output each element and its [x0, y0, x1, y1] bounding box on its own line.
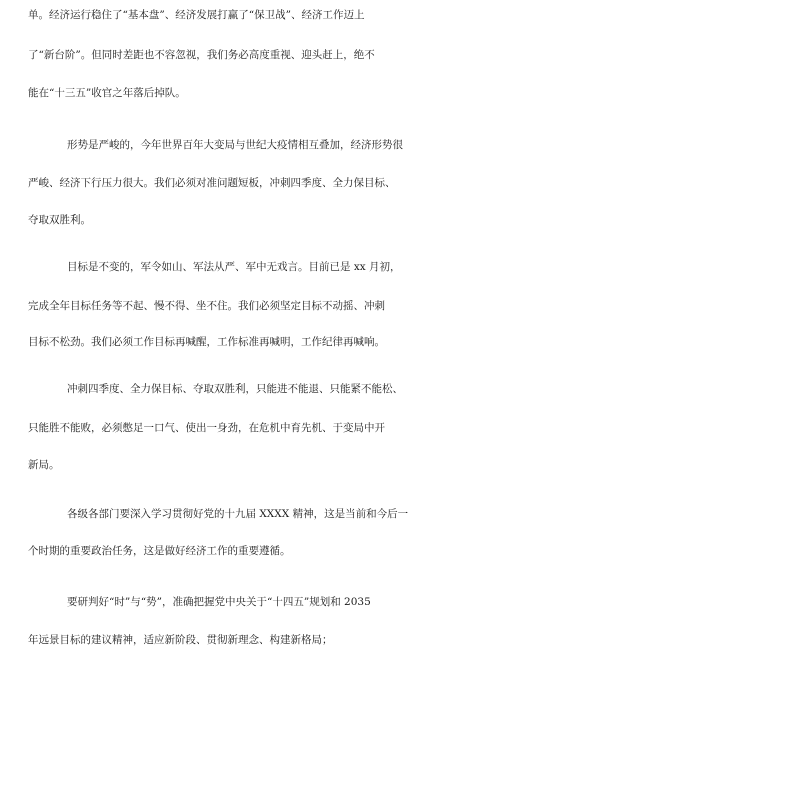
paragraph-2-line-2: 严峻、经济下行压力很大。我们必须对准问题短板，冲刺四季度、全力保目标、 — [28, 177, 396, 189]
paragraph-3-line-3: 目标不松劲。我们必须工作目标再喊醒，工作标准再喊明，工作纪律再喊响。 — [28, 336, 385, 348]
paragraph-4-line-3: 新局。 — [28, 459, 60, 471]
paragraph-2-line-1: 形势是严峻的，今年世界百年大变局与世纪大疫情相互叠加，经济形势很 — [67, 139, 403, 151]
paragraph-5-line-1: 各级各部门要深入学习贯彻好党的十九届 XXXX 精神，这是当前和今后一 — [67, 508, 409, 520]
paragraph-1-line-3: 能在“十三五”收官之年落后掉队。 — [28, 87, 186, 99]
paragraph-4-line-1: 冲刺四季度、全力保目标、夺取双胜利，只能进不能退、只能紧不能松、 — [67, 383, 403, 395]
paragraph-2-line-3: 夺取双胜利。 — [28, 214, 91, 226]
paragraph-6-line-1: 要研判好“时”与“势”，准确把握党中央关于“十四五”规划和 2035 — [67, 596, 371, 608]
paragraph-4-line-2: 只能胜不能败，必须憋足一口气、使出一身劲，在危机中育先机、于变局中开 — [28, 422, 385, 434]
paragraph-5-line-2: 个时期的重要政治任务，这是做好经济工作的重要遵循。 — [28, 545, 291, 557]
paragraph-1-line-1: 单。经济运行稳住了“基本盘”、经济发展打赢了“保卫战”、经济工作迈上 — [28, 9, 365, 21]
paragraph-1-line-2: 了“新台阶”。但同时差距也不容忽视，我们务必高度重视、迎头赶上，绝不 — [28, 49, 375, 61]
paragraph-3-line-1: 目标是不变的，军令如山、军法从严、军中无戏言。目前已是 xx 月初， — [67, 261, 401, 273]
paragraph-3-line-2: 完成全年目标任务等不起、慢不得、坐不住。我们必须坚定目标不动摇、冲刺 — [28, 300, 385, 312]
paragraph-6-line-2: 年远景目标的建议精神，适应新阶段、贯彻新理念、构建新格局； — [28, 634, 333, 646]
